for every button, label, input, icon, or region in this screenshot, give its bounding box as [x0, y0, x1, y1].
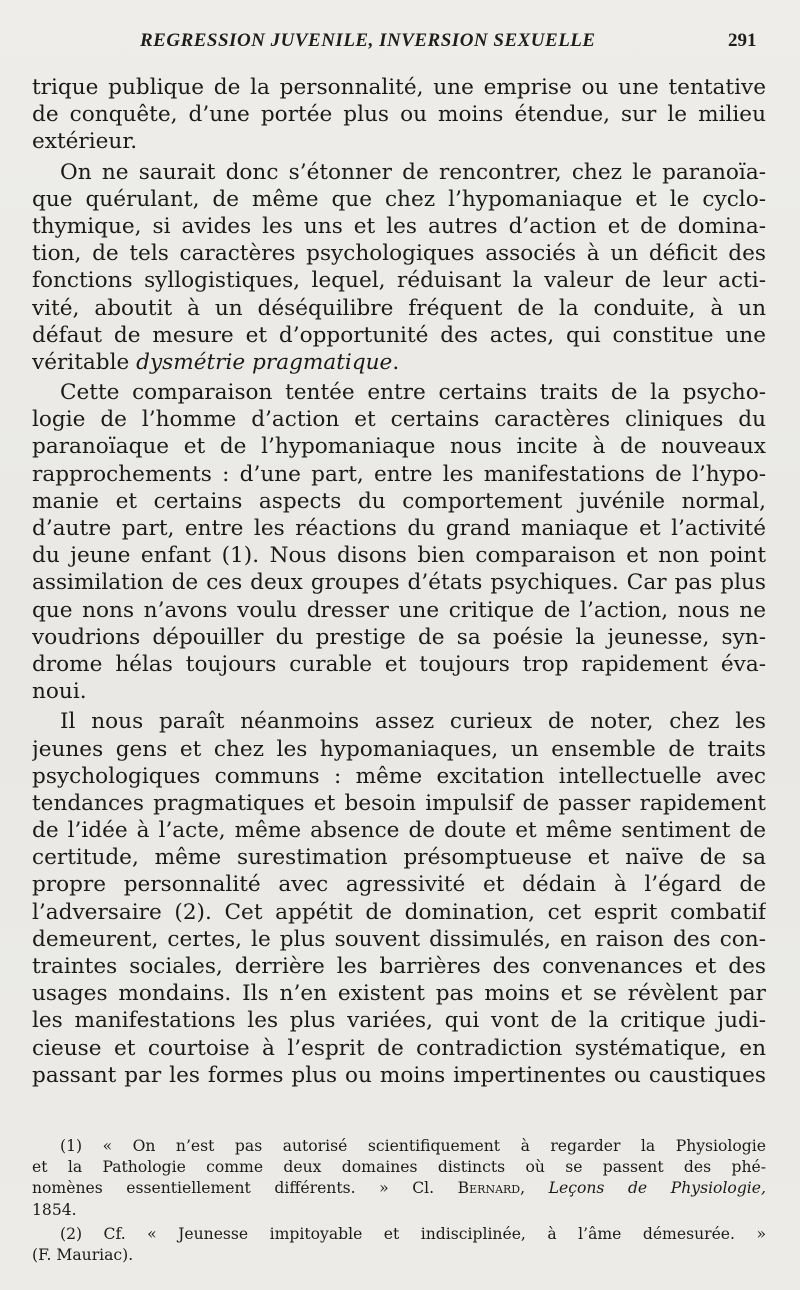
text-line: Il nous paraît néanmoins assez curieux de noter, chez les	[60, 709, 766, 735]
text-line: drome hélas toujours curable et toujours trop rapidement éva-	[32, 651, 766, 677]
text-line: assimilation de ces deux groupes d’états psychiques. Car pas plus	[32, 570, 766, 596]
text-line: les manifestations les plus variées, qui vont de la critique judi-	[32, 1008, 766, 1034]
text-line: d’autre part, entre les réactions du grand maniaque et l’activité	[32, 516, 766, 541]
text-line: trique publique de la personnalité, une emprise ou une tentative	[32, 75, 766, 100]
text-line: thymique, si avides les uns et les autres d’action et de domina-	[32, 213, 766, 239]
text-fragment	[525, 1179, 549, 1197]
text-line: On ne saurait donc s’étonner de rencontrer, chez le paranoïa-	[60, 159, 766, 185]
text-line-with-italic	[32, 349, 766, 376]
text-line: que quérulant, de même que chez l’hypomaniaque et le cyclo-	[32, 186, 766, 212]
footnote-1-line: et la Pathologie comme deux domaines distincts où se passent des phé-	[32, 1158, 766, 1177]
text-line: l’adversaire (2). Cet appétit de domination, cet esprit combatif	[32, 899, 766, 925]
text-fragment: .	[392, 349, 400, 375]
text-line: extérieur.	[32, 129, 138, 155]
text-line: que nons n’avons voulu dresser une critique de l’action, nous ne	[32, 597, 766, 623]
text-line: traintes sociales, derrière les barrières des convenances et des	[32, 954, 766, 979]
footnote-author: Bernard,	[457, 1179, 526, 1198]
footnote-1-line: (1) « On n’est pas autorisé scientifiquement à regarder la Physiologie	[60, 1137, 766, 1155]
text-line: Cette comparaison tentée entre certains traits de la psycho-	[60, 380, 766, 406]
footnote-2-line: (F. Mauriac).	[32, 1245, 134, 1264]
text-line: jeunes gens et chez les hypomaniaques, un ensemble de traits	[32, 736, 766, 762]
text-line: voudrions dépouiller du prestige de sa poésie la jeunesse, syn-	[32, 624, 766, 650]
text-line: passant par les formes plus ou moins impertinentes ou caustiques	[32, 1062, 766, 1088]
footnote-2-line: (2) Cf. « Jeunesse impitoyable et indisciplinée, à l’âme démesurée. »	[60, 1224, 766, 1243]
text-line: logie de l’homme d’action et certains caractères cliniques du	[32, 407, 766, 433]
text-line: rapprochements : d’une part, entre les manifestations de l’hypo-	[32, 461, 766, 487]
text-line: de conquête, d’une portée plus ou moins étendue, sur le milieu	[32, 102, 766, 128]
text-line: tendances pragmatiques et besoin impulsif de passer rapidement	[32, 790, 766, 816]
footnotes	[32, 1136, 766, 1266]
text-line: demeurent, certes, le plus souvent dissimulés, en raison des con-	[32, 926, 766, 952]
text-line: propre personnalité avec agressivité et dédain à l’égard de	[32, 872, 766, 898]
italic-phrase: dysmétrie pragmatique	[136, 349, 393, 375]
text-line: fonctions syllogistiques, lequel, réduisant la valeur de leur acti-	[32, 268, 766, 294]
footnote-1-line	[32, 1178, 766, 1199]
text-line: noui.	[32, 679, 87, 705]
page-number: 291	[728, 30, 757, 51]
body-text	[32, 74, 766, 1089]
text-line: paranoïaque et de l’hypomaniaque nous incite à de nouveaux	[32, 434, 766, 460]
running-head: REGRESSION JUVENILE, INVERSION SEXUELLE	[140, 30, 596, 51]
text-line: de l’idée à l’acte, même absence de doute et même sentiment de	[32, 818, 766, 844]
text-line: cieuse et courtoise à l’esprit de contradiction systématique, en	[32, 1035, 766, 1061]
text-line: tion, de tels caractères psychologiques associés à un déficit des	[32, 241, 766, 267]
text-line: manie et certains aspects du comportement juvénile normal,	[32, 488, 766, 514]
text-line: psychologiques communs : même excitation intellectuelle avec	[32, 763, 766, 789]
footnote-work-title: Leçons de Physiologie,	[548, 1179, 766, 1198]
footnote-1-line: 1854.	[32, 1200, 77, 1219]
text-fragment: véritable	[32, 349, 137, 375]
text-line: du jeune enfant (1). Nous disons bien comparaison et non point	[32, 543, 766, 569]
text-line: usages mondains. Ils n’en existent pas moins et se révèlent par	[32, 981, 766, 1007]
text-line: certitude, même surestimation présomptueuse et naïve de sa	[32, 845, 766, 871]
text-fragment: nomènes essentiellement différents. » Cl.	[32, 1179, 458, 1198]
text-line: vité, aboutit à un déséquilibre fréquent de la conduite, à un	[32, 295, 766, 321]
text-line: défaut de mesure et d’opportunité des actes, qui constitue une	[32, 322, 766, 348]
